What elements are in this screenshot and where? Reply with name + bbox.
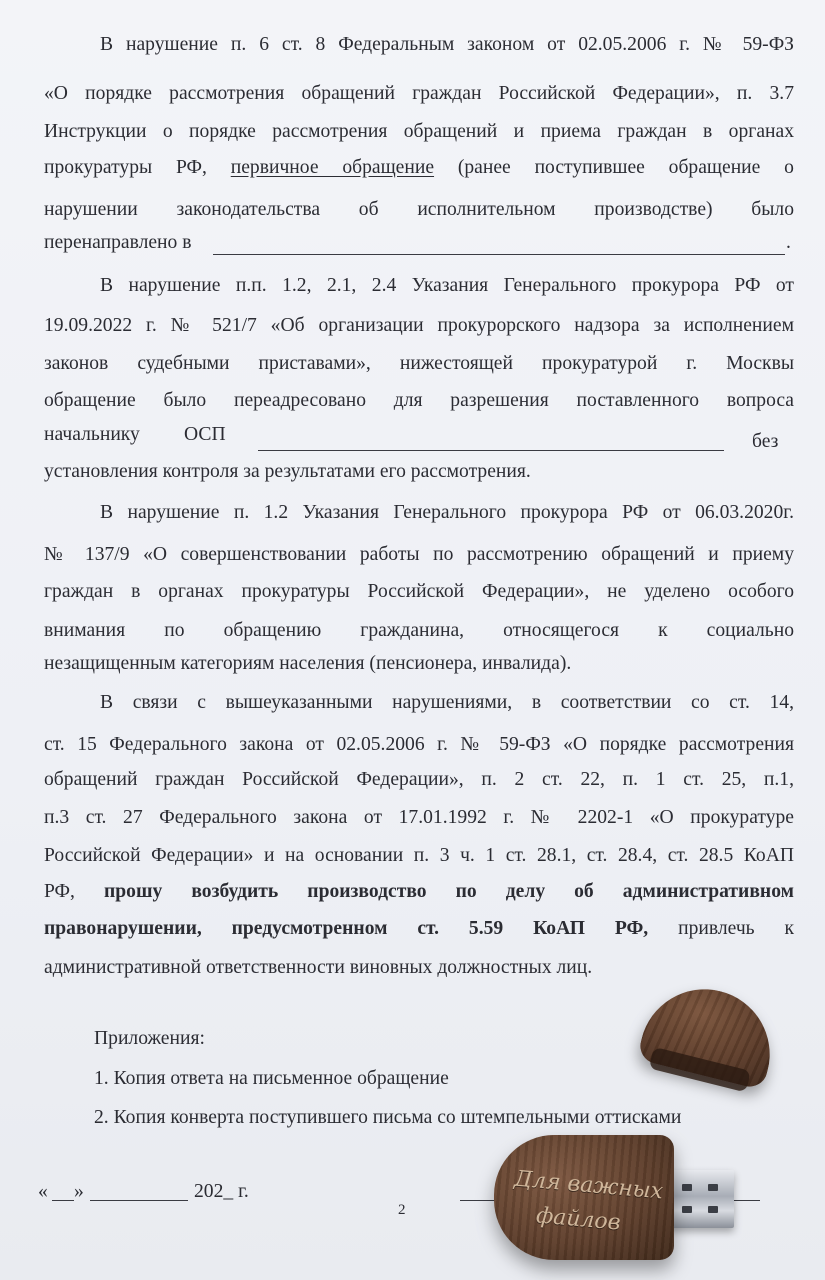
date-quote-close: » — [74, 1181, 84, 1202]
p4-line-3: обращений граждан Российской Федерации», п. 2 ст. 22, п. 1 ст. 25, п.1, — [44, 769, 794, 790]
p4-line-7 — [44, 914, 794, 944]
p4-line-8: административной ответственности виновных должностных лиц. — [44, 957, 593, 978]
p1-line-4-end: (ранее поступившее обращение о — [457, 157, 794, 178]
p2-line-6: установления контроля за результатами его рассмотрения. — [44, 461, 531, 482]
p2-line-4: обращение было переадресовано для разрешения поставленного вопроса — [44, 390, 794, 411]
p2-line-5-start: начальнику — [44, 424, 140, 445]
usb-contact-hole — [682, 1184, 692, 1191]
p1-line-5: нарушении законодательства об исполнительном производстве) было — [44, 199, 794, 220]
p1-line-2: «О порядке рассмотрения обращений граждан Российской Федерации», п. 3.7 — [44, 83, 794, 104]
osp-name-blank — [258, 450, 724, 451]
p3-line-2: № 137/9 «О совершенствовании работы по рассмотрению обращений и приему — [44, 544, 794, 565]
p1-line-4 — [44, 153, 794, 183]
p4-line-5: Российской Федерации» и на основании п. 3 ч. 1 ст. 28.1, ст. 28.4, ст. 28.5 КоАП — [44, 845, 794, 866]
primary-appeal-underlined: первичное обращение — [230, 157, 435, 178]
p1-line-6-end: . — [786, 232, 791, 253]
p4-line-6-start: РФ, — [44, 881, 75, 902]
p4-line-7-end: привлечь к — [678, 918, 794, 939]
p3-line-5: незащищенным категориям населения (пенсионера, инвалида). — [44, 653, 572, 674]
attachment-item-1: 1. Копия ответа на письменное обращение — [94, 1068, 449, 1089]
p2-osp-label: ОСП — [184, 424, 226, 445]
date-year: 202_ г. — [194, 1181, 249, 1202]
page-number: 2 — [398, 1202, 406, 1218]
request-bold-2: правонарушении, предусмотренном ст. 5.59 КоАП РФ, — [44, 918, 649, 939]
date-day-blank — [52, 1200, 74, 1201]
usb-contact-hole — [682, 1206, 692, 1213]
p4-line-1: В связи с вышеуказанными нарушениями, в соответствии со ст. 14, — [100, 692, 794, 713]
p1-line-1: В нарушение п. 6 ст. 8 Федеральным законом от 02.05.2006 г. № 59-ФЗ — [100, 34, 794, 55]
p2-line-2: 19.09.2022 г. № 521/7 «Об организации прокурорского надзора за исполнением — [44, 315, 794, 336]
usb-engraving-line-1: Для важных — [513, 1166, 665, 1205]
date-month-blank — [90, 1200, 188, 1201]
usb-drive-body — [494, 1135, 674, 1260]
usb-contact-hole — [708, 1184, 718, 1191]
p2-line-5-end: без — [752, 431, 779, 452]
p3-line-3: граждан в органах прокуратуры Российской Федерации», не уделено особого — [44, 581, 794, 602]
usb-contact-hole — [708, 1206, 718, 1213]
attachments-heading: Приложения: — [94, 1028, 205, 1049]
p1-line-3: Инструкции о порядке рассмотрения обращений и приема граждан в органах — [44, 121, 794, 142]
p1-line-6-start: перенаправлено в — [44, 232, 192, 253]
p3-line-4: внимания по обращению гражданина, относящегося к социально — [44, 620, 794, 641]
p4-line-4: п.3 ст. 27 Федерального закона от 17.01.1992 г. № 2202-1 «О прокуратуре — [44, 807, 794, 828]
redirect-target-blank — [213, 254, 785, 255]
p1-line-4-start: прокуратуры РФ, — [44, 157, 207, 178]
request-bold-1: прошу возбудить производство по делу об административном — [103, 881, 794, 902]
p2-line-1: В нарушение п.п. 1.2, 2.1, 2.4 Указания Генерального прокурора РФ от — [100, 275, 794, 296]
usb-connector — [668, 1170, 734, 1228]
p2-line-3: законов судебными приставами», нижестоящей прокуратурой г. Москвы — [44, 353, 794, 374]
date-quote-open: « — [38, 1181, 48, 1202]
usb-engraving-line-2: файлов — [535, 1203, 622, 1236]
p4-line-6 — [44, 877, 794, 907]
p3-line-1: В нарушение п. 1.2 Указания Генерального прокурора РФ от 06.03.2020г. — [100, 502, 794, 523]
p4-line-2: ст. 15 Федерального закона от 02.05.2006 г. № 59-ФЗ «О порядке рассмотрения — [44, 734, 794, 755]
attachment-item-2: 2. Копия конверта поступившего письма со штемпельными оттисками — [94, 1107, 682, 1128]
